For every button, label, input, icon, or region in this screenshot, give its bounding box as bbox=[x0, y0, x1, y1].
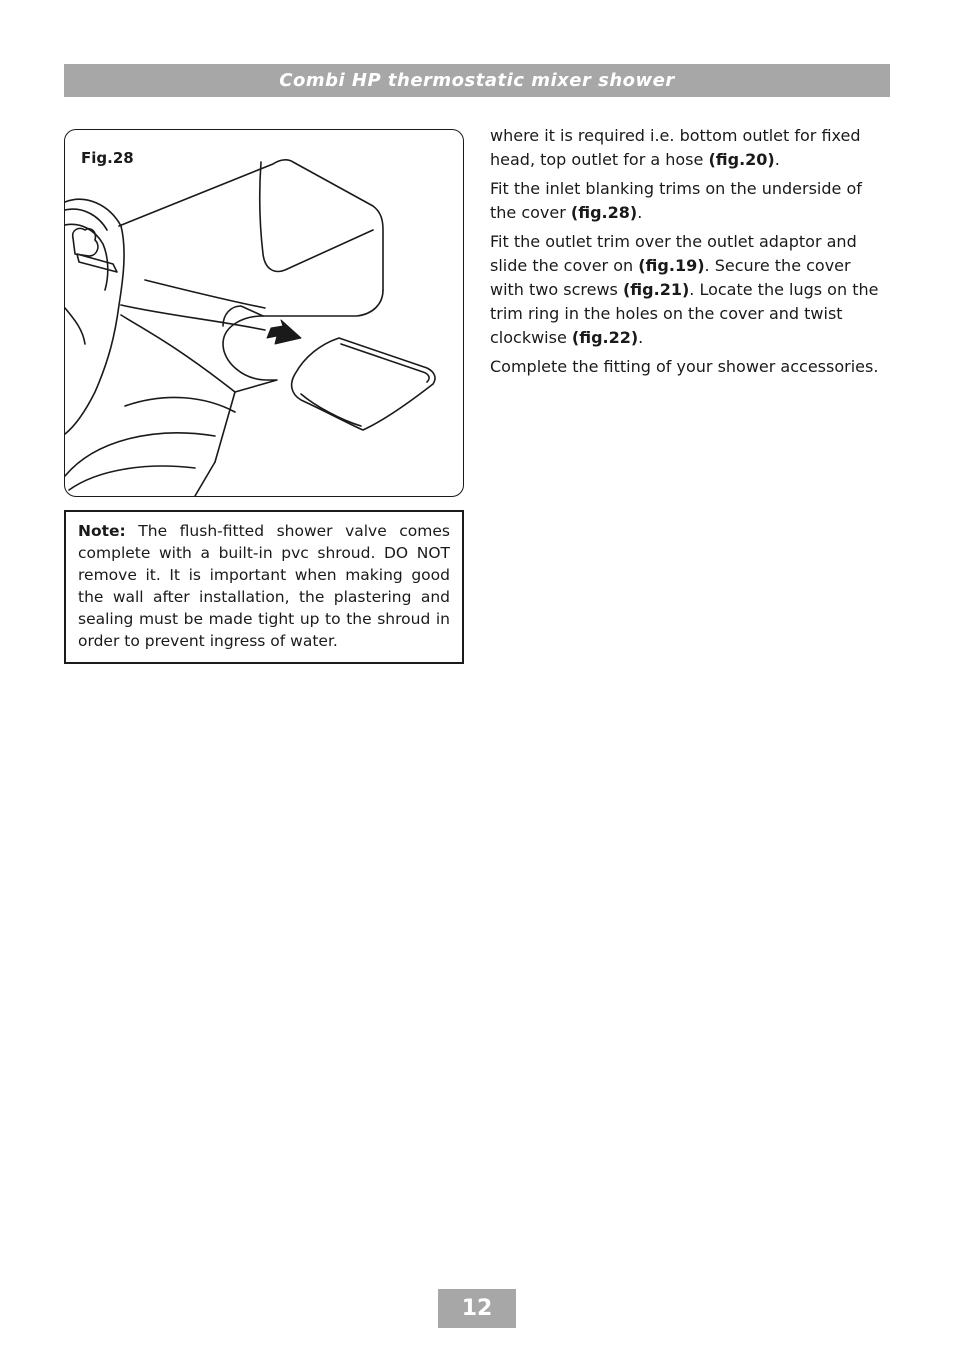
shroud-top bbox=[119, 160, 383, 290]
instruction-paragraph-1 bbox=[490, 124, 884, 172]
blanking-trim-inner bbox=[341, 344, 429, 382]
figure-reference: (fig.22) bbox=[571, 328, 639, 347]
page-number bbox=[438, 1289, 516, 1328]
instruction-text: . Secure the cover with two screws bbox=[490, 256, 851, 299]
instruction-text: . bbox=[638, 328, 644, 347]
shroud-inner-fold bbox=[260, 162, 373, 271]
instruction-paragraph-4: Complete the fitting of your shower accessories. bbox=[490, 357, 879, 376]
figure-reference: (fig.21) bbox=[622, 280, 690, 299]
note-text: The flush-fitted shower valve comes complete with a built-in pvc shroud. DO NOT remove it. It is important when making good the wall after installation, the plastering and sealing must be made tight up to the shroud in order to prevent ingress of water. bbox=[78, 522, 450, 650]
shroud-front-edge bbox=[121, 305, 265, 330]
instructions-column bbox=[490, 124, 884, 384]
shroud-step bbox=[195, 462, 215, 496]
instruction-text: . bbox=[774, 150, 780, 169]
base-ring bbox=[65, 433, 215, 476]
figure-reference: (fig.28) bbox=[570, 203, 638, 222]
page-header-bar bbox=[64, 64, 890, 97]
valve-lug bbox=[73, 228, 98, 256]
valve-side bbox=[65, 308, 85, 344]
page-number-text: 12 bbox=[461, 1296, 493, 1321]
instruction-paragraph-2 bbox=[490, 177, 884, 225]
document-title: Combi HP thermostatic mixer shower bbox=[279, 70, 675, 91]
base-ring-inner bbox=[69, 466, 195, 490]
note-box bbox=[64, 510, 464, 664]
figure-label: Fig.28 bbox=[81, 149, 134, 167]
shroud-lower-wall bbox=[121, 315, 235, 462]
recess-outline bbox=[223, 290, 383, 392]
instruction-text: . bbox=[637, 203, 643, 222]
blanking-trim-edge bbox=[301, 394, 361, 426]
direction-arrow bbox=[267, 320, 301, 344]
shower-cover-drawing bbox=[65, 130, 463, 496]
instruction-text: Fit the outlet trim over the outlet adaptor and slide the cover on bbox=[490, 232, 857, 275]
figure-reference: (fig.19) bbox=[638, 256, 705, 275]
instruction-text: . Locate the lugs on the trim ring in the holes on the cover and twist clockwise bbox=[490, 280, 879, 347]
figure-28-illustration bbox=[64, 129, 464, 497]
lower-curve bbox=[125, 397, 235, 412]
instruction-text: Fit the inlet blanking trims on the underside of the cover bbox=[490, 179, 862, 222]
note-label: Note: bbox=[78, 522, 126, 540]
shroud-crease bbox=[145, 280, 265, 308]
instruction-paragraph-3 bbox=[490, 230, 884, 350]
instruction-text: where it is required i.e. bottom outlet for fixed head, top outlet for a hose bbox=[490, 126, 861, 169]
figure-reference: (fig.20) bbox=[708, 150, 775, 169]
valve-flange bbox=[77, 254, 117, 272]
